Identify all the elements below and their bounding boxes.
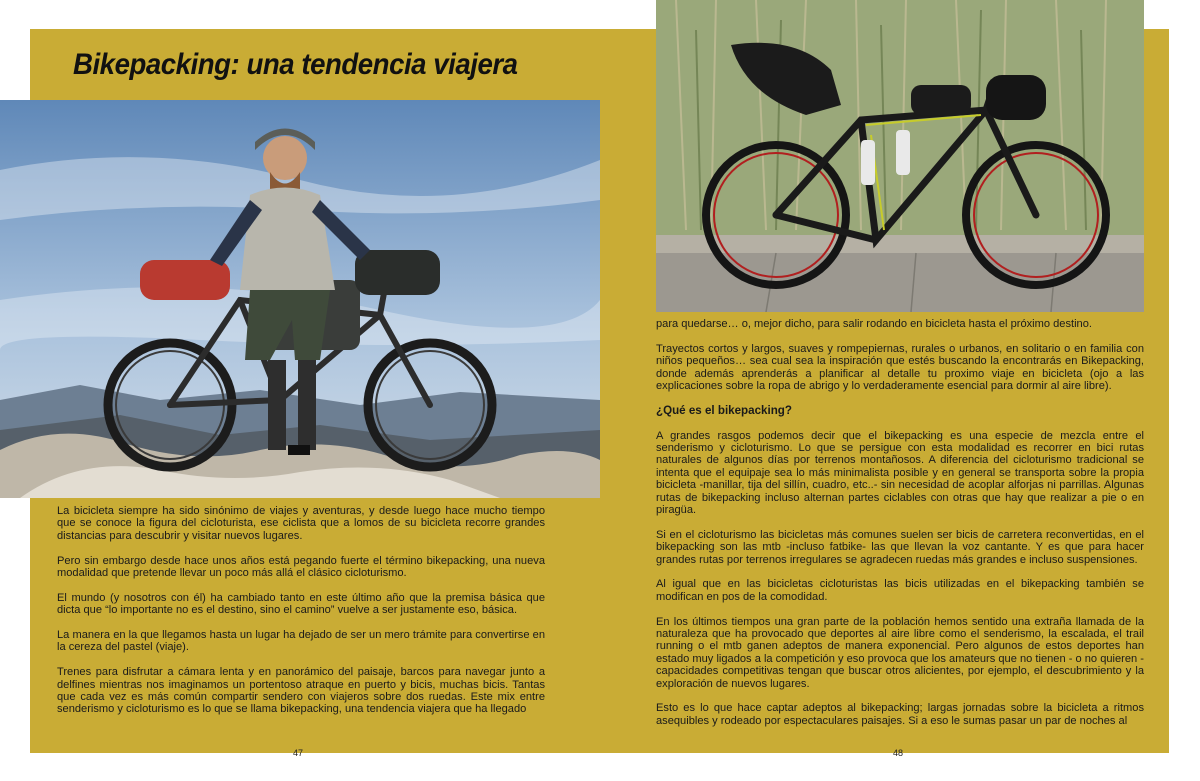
page-number-left: 47 (293, 748, 304, 758)
bike-on-sidewalk-photo (656, 0, 1144, 312)
section-heading: ¿Qué es el bikepacking? (656, 403, 792, 417)
right-paragraph: En los últimos tiempos una gran parte de la población hemos sentido una extraña llamada de la naturaleza que ha provocado que deportes al aire libre como el senderismo, la escalada, el trail running o el mtb ganen adeptos de manera exponencial. Pero algunos de estos deportes han estado muy ligados a la competición y eso provoca que los amateurs que no tienen - o no quieren - capacidades competitivas tengan que buscar otros alicientes, por ejemplo, el descubrimiento y la exploración de nuevos lugares. (656, 615, 1144, 690)
right-text-column (656, 318, 1144, 740)
right-paragraph: para quedarse… o, mejor dicho, para salir rodando en bicicleta hasta el próximo destino. (656, 318, 1092, 330)
right-paragraph: A grandes rasgos podemos decir que el bikepacking es una especie de mezcla entre el senderismo y cicloturismo. Lo que se persigue con esta modalidad es recorrer en bici rutas naturales de algunos días por terrenos montañosos. A diferencia del cicloturismo tradicional se intenta que el equipaje sea lo más minimalista posible y en general se transporta sobre la propia bicicleta -manillar, tija del sillín, cuadro, etc..- sin necesidad de acoplar alforjas ni parrillas. Algunas rutas de bikepacking incluso alternan partes ciclables con otras que hay que realizar a pie o en piragüa. (656, 429, 1144, 517)
left-paragraph: La bicicleta siempre ha sido sinónimo de viajes y aventuras, y desde luego hace mucho tiempo que se conoce la figura del cicloturista, ese ciclista que a lomos de su bicicleta recorre grandes distancias para descubrir y visitar nuevos lugares. (57, 505, 545, 542)
right-paragraph: Al igual que en las bicicletas cicloturistas las bicis utilizadas en el bikepacking también se modifican en pos de la comodidad. (656, 578, 1144, 603)
right-paragraph: Esto es lo que hace captar adeptos al bikepacking; largas jornadas sobre la bicicleta a ritmos asequibles y rodeado por espectaculares paisajes. Si a eso le sumas pasar un par de noches al (656, 702, 1144, 727)
page-number-right: 48 (893, 748, 904, 758)
left-paragraph: La manera en la que llegamos hasta un lugar ha dejado de ser un mero trámite para convertirse en la cereza del pastel (viaje). (57, 629, 545, 654)
left-text-column (57, 505, 545, 728)
rider-with-bike-photo (0, 100, 600, 498)
article-title: Bikepacking: una tendencia viajera (73, 48, 518, 81)
left-paragraph: Trenes para disfrutar a cámara lenta y en panorámico del paisaje, barcos para navegar junto a delfines mientras nos imaginamos un portentoso atraque en puerto y bicis, muchas bicis. Tantas que cada vez es más común compartir sendero con viajeros sobre dos ruedas. Este mix entre senderismo y cicloturismo es lo que se llama bikepacking, una tendencia viajera que ha llegado (57, 666, 545, 716)
left-paragraph: El mundo (y nosotros con él) ha cambiado tanto en este último año que la premisa básica que dicta que “lo importante no es el destino, sino el camino” vuelve a ser justamente eso, básica. (57, 591, 545, 617)
left-paragraph: Pero sin embargo desde hace unos años está pegando fuerte el término bikepacking, una nueva modalidad que pretende llevar un poco más allá el clásico cicloturismo. (57, 554, 545, 580)
right-paragraph: Si en el cicloturismo las bicicletas más comunes suelen ser bicis de carretera reconvertidas, en el bikepacking son las mtb -incluso fatbike- las que llevan la voz cantante. Y es que para hacer grandes rutas por terrenos irregulares se agradecen ruedas más grandes e incluso suspensiones. (656, 528, 1144, 566)
right-paragraph: Trayectos cortos y largos, suaves y rompepiernas, rurales o urbanos, en solitario o en familia con niños pequeños… sea cual sea la inspiración que estés buscando la encontrarás en Bikepacking, donde además aprenderás a planificar al detalle tu proximo viaje en bicicleta (ojo a las explicaciones sobre la ropa de abrigo y lo verdaderamente esencial para dormir al aire libre). (656, 342, 1144, 393)
